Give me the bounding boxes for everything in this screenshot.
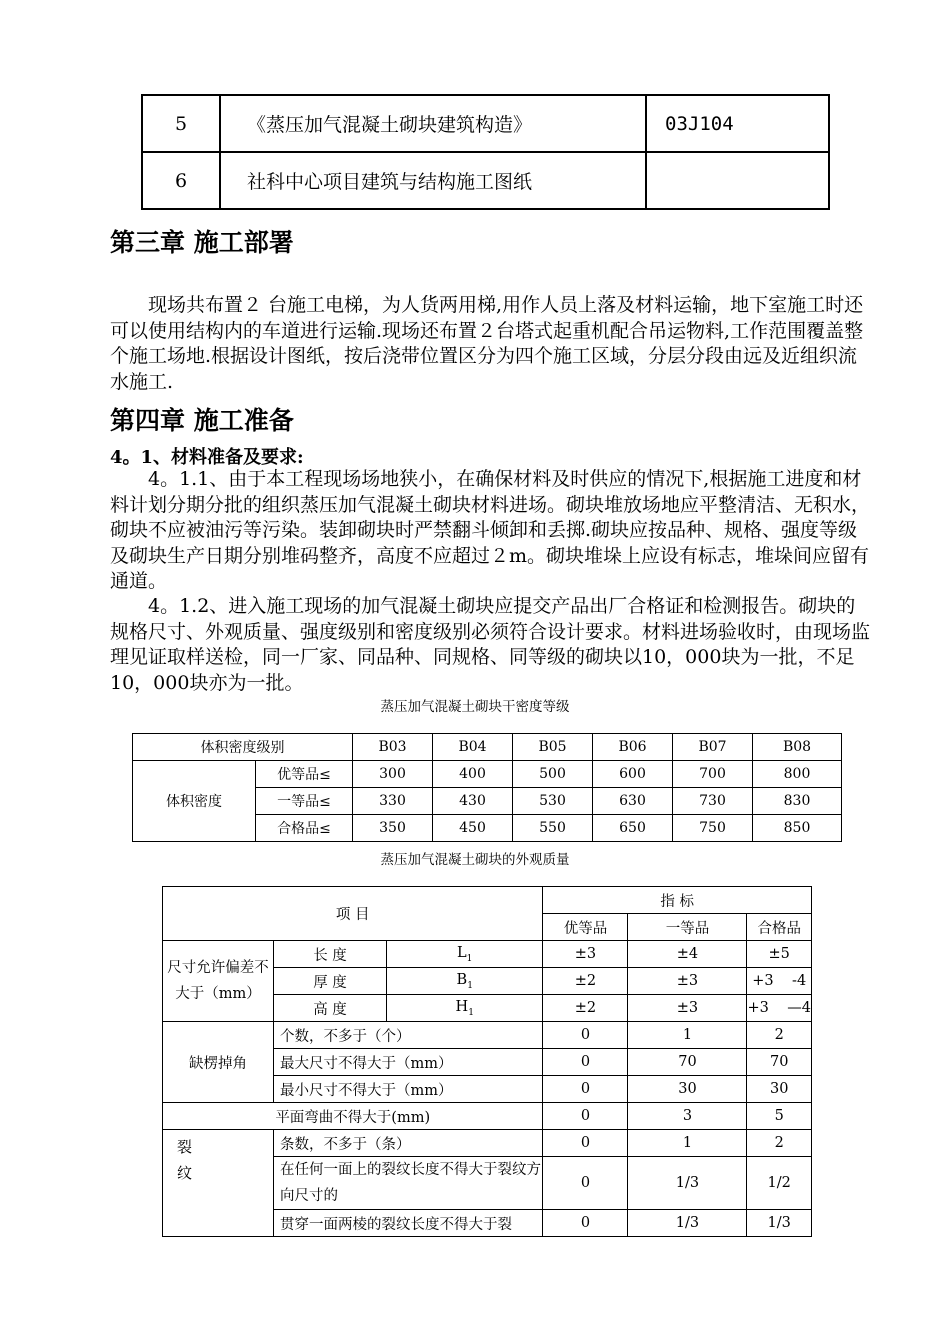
size-item-symbol: $B_1$ xyxy=(387,968,543,995)
index-value: 1/3 xyxy=(628,1210,747,1237)
index-value: 0 xyxy=(543,1157,628,1210)
density-value: 700 xyxy=(673,761,753,788)
index-value: 0 xyxy=(543,1103,628,1130)
index-value: 1/2 xyxy=(747,1157,812,1210)
density-value: 750 xyxy=(673,815,753,842)
grade-header: B03 xyxy=(353,734,433,761)
density-value: 330 xyxy=(353,788,433,815)
table-row xyxy=(142,152,829,209)
section-4-1-title: 4。1、材料准备及要求: xyxy=(110,447,304,468)
index-value: ±5 xyxy=(747,941,812,968)
density-group-label: 体积密度 xyxy=(133,761,256,842)
table-row xyxy=(163,887,812,914)
corner-group-label: 缺楞掉角 xyxy=(163,1022,274,1103)
index-value: ±3 xyxy=(543,941,628,968)
density-header-label: 体积密度级别 xyxy=(133,734,353,761)
standard-code: 03J104 xyxy=(646,95,829,152)
paragraph-4-1-2: 4。1.2、进入施工现场的加气混凝土砌块应提交产品出厂合格证和检测报告。砌块的规格尺寸、外观质量、强度级别和密度级别必须符合设计要求。材料进场验收时，由现场监理见证取样送检，同一厂家、同品种、同规格、同等级的砌块以10，000块为一批，不足10，000块亦为一批。 xyxy=(110,595,871,694)
index-value: +3 —4 xyxy=(747,995,812,1022)
density-value: 400 xyxy=(433,761,513,788)
density-value: 830 xyxy=(753,788,842,815)
index-value: ±2 xyxy=(543,995,628,1022)
crack-item-name: 贯穿一面两棱的裂纹长度不得大于裂 xyxy=(274,1210,543,1237)
index-value: ±3 xyxy=(628,968,747,995)
corner-item-name: 个数，不多于（个） xyxy=(274,1022,543,1049)
size-item-name: 长 度 xyxy=(274,941,387,968)
grade-header: B05 xyxy=(513,734,593,761)
density-value: 450 xyxy=(433,815,513,842)
crack-item-name: 条数，不多于（条） xyxy=(274,1130,543,1157)
corner-item-name: 最大尺寸不得大于（mm） xyxy=(274,1049,543,1076)
appearance-table xyxy=(162,886,812,1237)
density-value: 350 xyxy=(353,815,433,842)
size-item-symbol: $H_1$ xyxy=(387,995,543,1022)
density-table-caption: 蒸压加气混凝土砌块干密度等级 xyxy=(380,699,570,715)
density-value: 430 xyxy=(433,788,513,815)
table-row xyxy=(163,941,812,968)
index-value: 3 xyxy=(628,1103,747,1130)
index-value: 0 xyxy=(543,1130,628,1157)
quality-label: 优等品≤ xyxy=(256,761,353,788)
chapter-3-title: 第三章 施工部署 xyxy=(110,228,294,257)
size-item-name: 厚 度 xyxy=(274,968,387,995)
paragraph-4-1-1: 4。1.1、由于本工程现场场地狭小，在确保材料及时供应的情况下,根据施工进度和材料计划分期分批的组织蒸压加气混凝土砌块材料进场。砌块堆放场地应平整清洁、无积水，砌块不应被油污等污染。装卸砌块时严禁翻斗倾卸和丢掷.砌块应按品种、规格、强度等级及砌块生产日期分别堆码整齐，高度不应超过２m。砌块堆垛上应设有标志，堆垛间应留有通道。 xyxy=(110,468,871,592)
index-value: 1 xyxy=(628,1022,747,1049)
crack-item-name: 在任何一面上的裂纹长度不得大于裂纹方向尺寸的 xyxy=(274,1157,543,1210)
crack-group-label: 裂 纹 xyxy=(177,1138,208,1182)
table-row xyxy=(142,95,829,152)
index-value: 1/3 xyxy=(747,1210,812,1237)
chapter-3-paragraph: 现场共布置２ 台施工电梯，为人货两用梯,用作人员上落及材料运输，地下室施工时还可以使用结构内的车道进行运输.现场还布置２台塔式起重机配合吊运物料,工作范围覆盖整个施工场地.根据设计图纸，按后浇带位置区分为四个施工区域，分层分段由远及近组织流水施工. xyxy=(110,294,864,393)
row-number: 6 xyxy=(142,152,220,209)
index-value: 30 xyxy=(747,1076,812,1103)
appearance-table-caption: 蒸压加气混凝土砌块的外观质量 xyxy=(380,852,570,868)
index-value: 1/3 xyxy=(628,1157,747,1210)
chapter-4-title: 第四章 施工准备 xyxy=(110,406,294,435)
density-value: 650 xyxy=(593,815,673,842)
index-value: 0 xyxy=(543,1210,628,1237)
density-value: 800 xyxy=(753,761,842,788)
index-value: 2 xyxy=(747,1130,812,1157)
index-value: 0 xyxy=(543,1022,628,1049)
grade-header: 合格品 xyxy=(747,914,812,941)
grade-header: 优等品 xyxy=(543,914,628,941)
density-value: 550 xyxy=(513,815,593,842)
index-value: 0 xyxy=(543,1076,628,1103)
index-value: 70 xyxy=(628,1049,747,1076)
flat-item-name: 平面弯曲不得大于(mm) xyxy=(163,1103,543,1130)
standard-name: 社科中心项目建筑与结构施工图纸 xyxy=(220,152,646,209)
density-table xyxy=(132,733,842,842)
density-value: 600 xyxy=(593,761,673,788)
corner-item-name: 最小尺寸不得大于（mm） xyxy=(274,1076,543,1103)
index-value: 2 xyxy=(747,1022,812,1049)
size-item-name: 高 度 xyxy=(274,995,387,1022)
table-row xyxy=(163,1022,812,1049)
index-value: ±3 xyxy=(628,995,747,1022)
index-value: 5 xyxy=(747,1103,812,1130)
index-value: ±4 xyxy=(628,941,747,968)
grade-header: B04 xyxy=(433,734,513,761)
density-value: 530 xyxy=(513,788,593,815)
standard-code xyxy=(646,152,829,209)
density-value: 500 xyxy=(513,761,593,788)
table-row xyxy=(133,761,842,788)
index-value: 70 xyxy=(747,1049,812,1076)
standard-name: 《蒸压加气混凝土砌块建筑构造》 xyxy=(220,95,646,152)
grade-header: B06 xyxy=(593,734,673,761)
index-value: +3 -4 xyxy=(747,968,812,995)
reference-table xyxy=(141,94,830,210)
quality-label: 合格品≤ xyxy=(256,815,353,842)
index-value: 0 xyxy=(543,1049,628,1076)
index-value: ±2 xyxy=(543,968,628,995)
density-value: 630 xyxy=(593,788,673,815)
table-row xyxy=(133,734,842,761)
index-value: 30 xyxy=(628,1076,747,1103)
grade-header: 一等品 xyxy=(628,914,747,941)
grade-header: B07 xyxy=(673,734,753,761)
size-item-symbol: $L_1$ xyxy=(387,941,543,968)
row-number: 5 xyxy=(142,95,220,152)
quality-label: 一等品≤ xyxy=(256,788,353,815)
density-value: 300 xyxy=(353,761,433,788)
table-row xyxy=(163,1103,812,1130)
size-group-label: 尺寸允许偏差不大于（mm） xyxy=(163,941,274,1022)
density-value: 730 xyxy=(673,788,753,815)
density-value: 850 xyxy=(753,815,842,842)
index-value: 1 xyxy=(628,1130,747,1157)
index-header: 指 标 xyxy=(543,887,812,914)
grade-header: B08 xyxy=(753,734,842,761)
item-header: 项 目 xyxy=(163,887,543,941)
table-row xyxy=(163,1130,812,1157)
